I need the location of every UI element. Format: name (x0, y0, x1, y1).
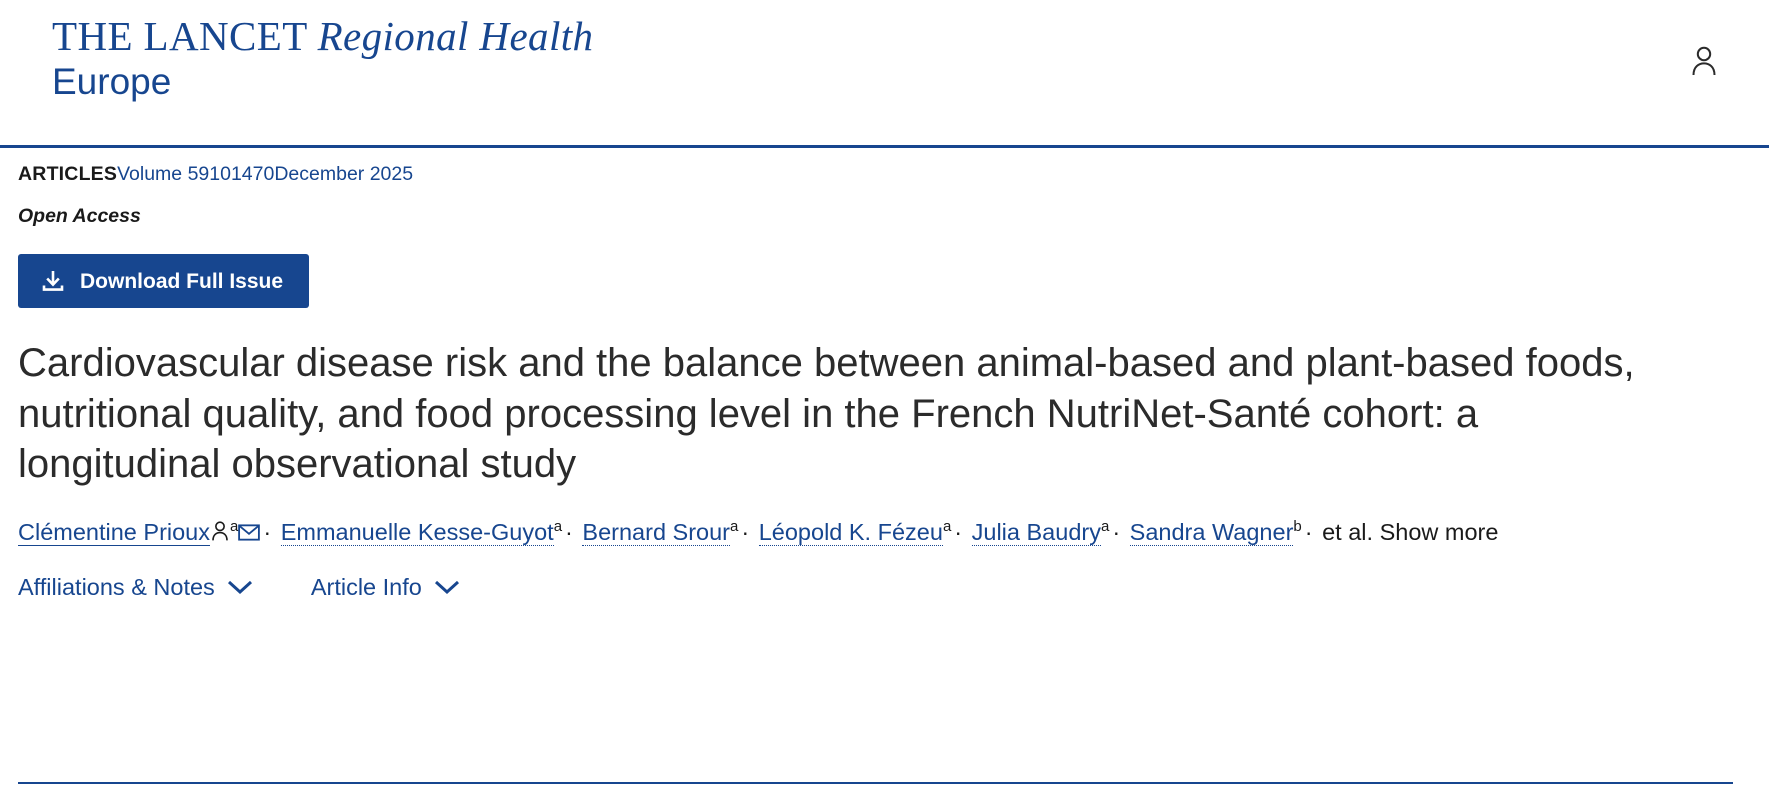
author-affiliation-marker: a (553, 517, 563, 535)
author-affiliation-marker: a (942, 517, 952, 535)
person-icon (1689, 45, 1719, 77)
download-full-issue-label: Download Full Issue (80, 269, 284, 293)
breadcrumb-issue-date: December 2025 (274, 163, 414, 185)
author-affiliation-marker: a (230, 517, 239, 535)
page-title: Cardiovascular disease risk and the balance between animal-based and plant-based foods, nutritional quality, and food processing level in the French NutriNet-Santé cohort: a longitudinal observational study (18, 341, 1635, 487)
disclosure-row (18, 574, 1717, 617)
account-button[interactable] (1683, 40, 1725, 82)
affiliations-and-notes-label: Affiliations & Notes (18, 573, 215, 600)
breadcrumb-article-number[interactable]: 101470 (209, 163, 275, 185)
journal-logo-lancet: THE LANCET (52, 13, 307, 59)
download-icon (40, 268, 66, 294)
author-link[interactable]: Julia Baudry (971, 518, 1101, 545)
open-access-label: Open Access (18, 205, 141, 228)
person-icon[interactable] (210, 516, 230, 552)
et-al-label: et al. (1322, 518, 1374, 545)
breadcrumb (18, 162, 1717, 187)
site-masthead (0, 0, 1769, 148)
author-link[interactable]: Sandra Wagner (1129, 518, 1294, 545)
author-list: Clémentine Prioux $^a$ · Emmanuelle Kesse-Guyot$^a$ · Bernard Srour$^a$ · Léopold K. Fézeu$^a$ · Julia Baudry$^a$ · Sandra Wagner$^b$ · et al. Show more (18, 514, 1698, 552)
article-header (0, 148, 1769, 617)
article-info-label: Article Info (310, 573, 422, 600)
author-link[interactable]: Bernard Srour (582, 518, 731, 545)
envelope-icon[interactable] (238, 516, 260, 552)
show-more-authors-button[interactable]: Show more (1379, 518, 1499, 545)
author-link[interactable]: Clémentine Prioux (18, 518, 211, 545)
author-affiliation-marker: b (1293, 517, 1302, 535)
journal-logo-region: Europe (52, 61, 172, 103)
affiliations-and-notes-toggle[interactable] (18, 574, 253, 601)
section-divider (18, 782, 1733, 784)
author-link[interactable]: Léopold K. Fézeu (758, 518, 943, 545)
journal-logo-regional-health: Regional Health (317, 13, 594, 59)
breadcrumb-section[interactable]: ARTICLES (18, 163, 118, 185)
author-affiliation-marker: a (730, 517, 739, 535)
chevron-down-icon (434, 579, 460, 595)
journal-logo-line-1 (52, 14, 1739, 58)
journal-logo[interactable] (52, 14, 1739, 102)
author-affiliation-marker: a (1100, 517, 1110, 535)
breadcrumb-volume[interactable]: Volume 59 (117, 163, 210, 185)
download-full-issue-button[interactable] (18, 254, 309, 308)
article-info-toggle[interactable] (311, 574, 460, 601)
author-link[interactable]: Emmanuelle Kesse-Guyot (280, 518, 554, 545)
chevron-down-icon (227, 579, 253, 595)
